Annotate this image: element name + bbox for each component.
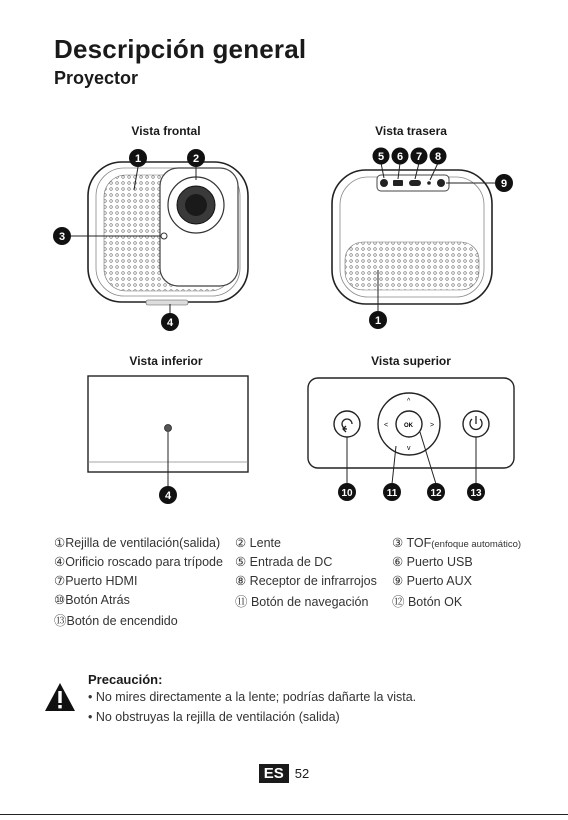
caption-bottom-view: Vista inferior bbox=[129, 354, 203, 368]
callout-7 bbox=[411, 148, 428, 165]
callout-4-bottom bbox=[159, 486, 177, 504]
bottom-view-illustration bbox=[88, 376, 248, 486]
legend-item-2: ② Lente bbox=[235, 536, 281, 550]
language-badge: ES bbox=[259, 764, 289, 783]
callout-5 bbox=[373, 148, 390, 165]
callout-2 bbox=[187, 149, 205, 167]
svg-text:<: < bbox=[384, 422, 389, 429]
caption-top-view: Vista superior bbox=[371, 354, 451, 368]
callout-13 bbox=[467, 483, 485, 501]
svg-text:4: 4 bbox=[164, 490, 172, 502]
legend-item-1: ①Rejilla de ventilación(salida) bbox=[54, 536, 221, 550]
svg-text:6: 6 bbox=[396, 151, 404, 163]
legend-item-5: ⑤ Entrada de DC bbox=[235, 555, 333, 569]
caption-back-view: Vista trasera bbox=[375, 124, 447, 138]
svg-text:12: 12 bbox=[430, 488, 442, 499]
legend-item-9: ⑨ Puerto AUX bbox=[392, 574, 472, 588]
page-number: 52 bbox=[294, 766, 310, 781]
page-title: Descripción general bbox=[54, 34, 307, 64]
back-view-illustration bbox=[332, 163, 495, 312]
caution-item-2: • No obstruyas la rejilla de ventilación (salida) bbox=[88, 710, 340, 724]
svg-text:v: v bbox=[407, 445, 411, 452]
svg-text:3: 3 bbox=[58, 231, 66, 243]
warning-icon bbox=[44, 682, 76, 712]
svg-text:10: 10 bbox=[341, 488, 353, 499]
legend-item-10: ⑩Botón Atrás bbox=[54, 593, 130, 607]
svg-text:9: 9 bbox=[500, 178, 508, 190]
footer-rule bbox=[0, 814, 568, 815]
page-subtitle: Proyector bbox=[54, 68, 139, 88]
svg-text:13: 13 bbox=[470, 488, 482, 499]
legend-item-11: ⑪ Botón de navegación bbox=[235, 595, 369, 609]
top-view-illustration bbox=[308, 378, 514, 484]
legend-item-13: ⑬Botón de encendido bbox=[54, 614, 178, 628]
callout-11 bbox=[383, 483, 401, 501]
legend-item-6: ⑥ Puerto USB bbox=[392, 555, 473, 569]
legend-item-3: ③ TOF(enfoque automático) bbox=[392, 536, 522, 550]
legend-item-4: ④Orificio roscado para trípode bbox=[54, 555, 223, 569]
callout-4-front bbox=[161, 313, 179, 331]
legend-item-8: ⑧ Receptor de infrarrojos bbox=[235, 574, 377, 588]
callout-9 bbox=[495, 174, 513, 192]
caption-front-view: Vista frontal bbox=[131, 124, 201, 138]
svg-text:2: 2 bbox=[192, 153, 200, 165]
callout-8 bbox=[430, 148, 447, 165]
svg-text:11: 11 bbox=[386, 488, 398, 499]
front-view-illustration bbox=[70, 162, 248, 314]
svg-text:7: 7 bbox=[415, 151, 423, 163]
svg-text:^: ^ bbox=[407, 398, 411, 405]
callout-3 bbox=[53, 227, 71, 245]
page-footer bbox=[0, 764, 568, 783]
ok-button-label: OK bbox=[404, 423, 413, 429]
svg-text:>: > bbox=[430, 422, 435, 429]
caution-item-1: • No mires directamente a la lente; podrías dañarte la vista. bbox=[88, 690, 417, 704]
caution-title: Precaución: bbox=[88, 672, 163, 687]
legend-item-12: ⑫ Botón OK bbox=[392, 595, 463, 609]
callout-1-back bbox=[369, 311, 387, 329]
svg-text:8: 8 bbox=[434, 151, 442, 163]
callout-6 bbox=[392, 148, 409, 165]
legend-item-7: ⑦Puerto HDMI bbox=[54, 574, 138, 588]
svg-text:4: 4 bbox=[166, 317, 174, 329]
svg-text:1: 1 bbox=[374, 315, 382, 327]
callout-1 bbox=[129, 149, 147, 167]
svg-text:1: 1 bbox=[134, 153, 142, 165]
callout-12 bbox=[427, 483, 445, 501]
svg-text:5: 5 bbox=[377, 151, 385, 163]
callout-10 bbox=[338, 483, 356, 501]
